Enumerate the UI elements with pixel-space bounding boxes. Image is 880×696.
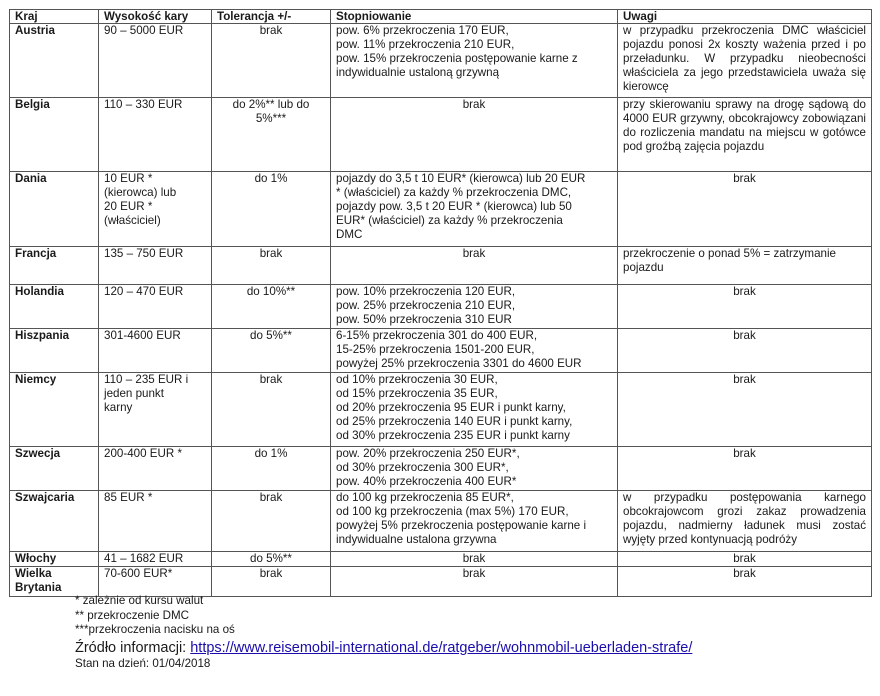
scale-cell (331, 552, 618, 567)
table-row (10, 247, 872, 285)
scale-cell (331, 491, 618, 552)
fines-table-container (9, 9, 872, 597)
cell-line: karny (104, 401, 133, 415)
table-row (10, 24, 872, 98)
country-cell: Szwecja (10, 447, 99, 491)
cell-line: 110 – 330 EUR (104, 98, 183, 111)
cell-line: brak (259, 567, 283, 581)
scale-cell (331, 247, 618, 285)
cell-line: pow. 11% przekroczenia 210 EUR, (336, 38, 515, 52)
footnote-axle: ***przekroczenia nacisku na oś (75, 623, 235, 637)
tolerance-cell (212, 98, 331, 172)
cell-line: 20 EUR * (104, 200, 153, 214)
table-row (10, 329, 872, 373)
cell-line: indywidualne ustalona grzywna (336, 533, 497, 547)
cell-line: pojazdy pow. 3,5 t 20 EUR * (kierowca) lub 50 (336, 200, 572, 214)
cell-line: pojazdy do 3,5 t 10 EUR* (kierowca) lub 20 EUR (336, 172, 586, 185)
cell-line: 41 – 1682 EUR (104, 552, 184, 565)
fine-cell (99, 285, 212, 329)
country-cell: Holandia (10, 285, 99, 329)
notes-cell: brak (618, 285, 872, 329)
fine-cell (99, 172, 212, 247)
cell-line: do 10%** (246, 285, 296, 298)
cell-line: od 100 kg przekroczenia (max 5%) 170 EUR, (336, 505, 569, 519)
cell-line: jeden punkt (104, 387, 164, 401)
cell-line: (kierowca) lub (104, 186, 177, 200)
tolerance-cell (212, 285, 331, 329)
notes-cell: w przypadku przekroczenia DMC właściciel pojazdu ponosi 2x koszty ważenia przed i po przeładunku. W przypadku nieobecności właściciela za jego przedstawiciela uważa się kierowcę (618, 24, 872, 98)
table-row (10, 491, 872, 552)
cell-line: do 5%** (250, 552, 292, 565)
cell-line: brak (259, 247, 283, 260)
notes-cell: brak (618, 172, 872, 247)
scale-cell (331, 98, 618, 172)
cell-line: do 1% (254, 172, 288, 185)
scale-cell (331, 373, 618, 447)
country-cell: Belgia (10, 98, 99, 172)
notes-cell: brak (618, 373, 872, 447)
country-cell: Dania (10, 172, 99, 247)
header-fine: Wysokość kary (99, 10, 212, 24)
cell-line: 301-4600 EUR (104, 329, 181, 342)
scale-cell (331, 172, 618, 247)
cell-line: 200-400 EUR * (104, 447, 182, 460)
fine-cell (99, 552, 212, 567)
scale-cell (331, 447, 618, 491)
cell-line: 70-600 EUR* (104, 567, 173, 581)
header-notes: Uwagi (618, 10, 872, 24)
cell-line: 15-25% przekroczenia 1501-200 EUR, (336, 343, 535, 357)
cell-line: brak (462, 567, 486, 581)
fine-cell (99, 567, 212, 597)
fine-cell (99, 447, 212, 491)
header-scale: Stopniowanie (331, 10, 618, 24)
notes-cell: w przypadku postępowania karnego obcokrajowcom grozi zakaz prowadzenia pojazdu, nadmierny ładunek musi zostać wyjęty przed kontynuacją podróży (618, 491, 872, 552)
header-country: Kraj (10, 10, 99, 24)
scale-cell (331, 567, 618, 597)
table-row (10, 567, 872, 597)
notes-cell: brak (618, 552, 872, 567)
tolerance-cell (212, 552, 331, 567)
cell-line: brak (259, 373, 283, 386)
scale-cell (331, 24, 618, 98)
scale-cell (331, 285, 618, 329)
header-tolerance: Tolerancja +/- (212, 10, 331, 24)
notes-cell: przekroczenie o ponad 5% = zatrzymanie pojazdu (618, 247, 872, 285)
country-cell: Włochy (10, 552, 99, 567)
cell-line: do 2%** lub do (232, 98, 310, 111)
cell-line: od 15% przekroczenia 35 EUR, (336, 387, 498, 401)
table-row (10, 447, 872, 491)
table-header-row (10, 10, 872, 24)
cell-line: od 20% przekroczenia 95 EUR i punkt karny, (336, 401, 566, 415)
country-cell: Wielka Brytania (10, 567, 99, 597)
tolerance-cell (212, 447, 331, 491)
cell-line: od 10% przekroczenia 30 EUR, (336, 373, 498, 386)
table-row (10, 98, 872, 172)
country-cell: Szwajcaria (10, 491, 99, 552)
cell-line: powyżej 5% przekroczenia postępowanie karne i (336, 519, 587, 533)
cell-line: pow. 6% przekroczenia 170 EUR, (336, 24, 509, 37)
cell-line: pow. 15% przekroczenia postępowanie karne z (336, 52, 578, 66)
tolerance-cell (212, 373, 331, 447)
tolerance-cell (212, 567, 331, 597)
cell-line: EUR* (właściciel) za każdy % przekroczenia (336, 214, 563, 228)
cell-line: * (właściciel) za każdy % przekroczenia DMC, (336, 186, 572, 200)
cell-line: pow. 40% przekroczenia 400 EUR* (336, 475, 517, 489)
cell-line: pow. 25% przekroczenia 210 EUR, (336, 299, 516, 313)
country-cell: Niemcy (10, 373, 99, 447)
cell-line: DMC (336, 228, 363, 242)
cell-line: 6-15% przekroczenia 301 do 400 EUR, (336, 329, 538, 342)
table-body (10, 24, 872, 597)
fine-cell (99, 329, 212, 373)
cell-line: brak (462, 552, 486, 565)
cell-line: pow. 50% przekroczenia 310 EUR (336, 313, 512, 327)
fine-cell (99, 491, 212, 552)
tolerance-cell (212, 172, 331, 247)
table-row (10, 172, 872, 247)
cell-line: brak (462, 247, 486, 260)
cell-line: 110 – 235 EUR i (104, 373, 189, 386)
cell-line: od 30% przekroczenia 300 EUR*, (336, 461, 509, 475)
fine-cell (99, 24, 212, 98)
fine-cell (99, 98, 212, 172)
cell-line: brak (259, 491, 283, 504)
tolerance-cell (212, 329, 331, 373)
fine-cell (99, 247, 212, 285)
cell-line: indywidualnie ustaloną grzywną (336, 66, 500, 80)
source-line (75, 639, 692, 657)
scale-cell (331, 329, 618, 373)
fine-cell (99, 373, 212, 447)
cell-line: 10 EUR * (104, 172, 153, 185)
cell-line: do 1% (254, 447, 288, 460)
fines-table (9, 9, 872, 597)
source-link[interactable]: https://www.reisemobil-international.de/ratgeber/wohnmobil-ueberladen-strafe/ (190, 639, 693, 656)
cell-line: 5%*** (255, 112, 287, 126)
cell-line: do 100 kg przekroczenia 85 EUR*, (336, 491, 514, 504)
footnotes (75, 594, 692, 671)
table-row (10, 373, 872, 447)
cell-line: do 5%** (250, 329, 292, 342)
cell-line: (właściciel) (104, 214, 161, 228)
cell-line: 135 – 750 EUR (104, 247, 184, 260)
cell-line: brak (259, 24, 283, 37)
source-label: Źródło informacji: (75, 639, 191, 656)
notes-cell: przy skierowaniu sprawy na drogę sądową do 4000 EUR grzywny, obcokrajowcy zobowiązani do rozliczenia mandatu na miejscu w gotówce pod groźbą zajęcia pojazdu (618, 98, 872, 172)
tolerance-cell (212, 491, 331, 552)
notes-cell: brak (618, 329, 872, 373)
date-stamp: Stan na dzień: 01/04/2018 (75, 656, 211, 670)
cell-line: pow. 10% przekroczenia 120 EUR, (336, 285, 516, 298)
country-cell: Francja (10, 247, 99, 285)
tolerance-cell (212, 247, 331, 285)
cell-line: 85 EUR * (104, 491, 153, 504)
cell-line: powyżej 25% przekroczenia 3301 do 4600 EUR (336, 357, 582, 371)
table-row (10, 552, 872, 567)
country-cell: Austria (10, 24, 99, 98)
cell-line: brak (462, 98, 486, 111)
cell-line: od 25% przekroczenia 140 EUR i punkt karny, (336, 415, 573, 429)
cell-line: 120 – 470 EUR (104, 285, 184, 298)
notes-cell: brak (618, 447, 872, 491)
country-cell: Hiszpania (10, 329, 99, 373)
cell-line: pow. 20% przekroczenia 250 EUR*, (336, 447, 520, 460)
cell-line: od 30% przekroczenia 235 EUR i punkt karny (336, 429, 570, 443)
tolerance-cell (212, 24, 331, 98)
footnote-dmc: ** przekroczenie DMC (75, 608, 190, 622)
notes-cell: brak (618, 567, 872, 597)
cell-line: 90 – 5000 EUR (104, 24, 184, 37)
footnote-currency: * zależnie od kursu walut (75, 594, 204, 607)
table-row (10, 285, 872, 329)
